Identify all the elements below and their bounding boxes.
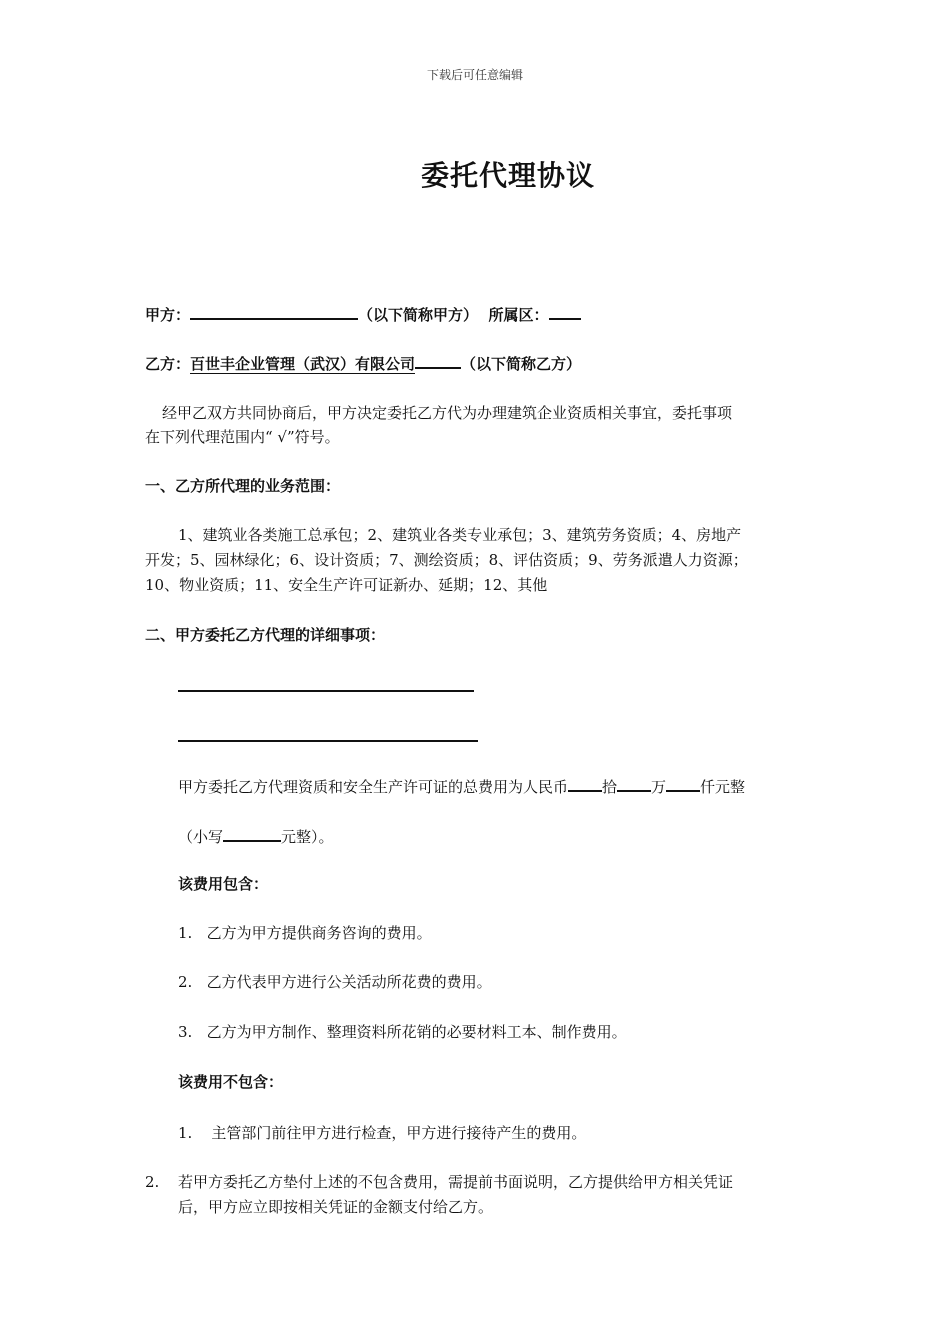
- header-note: 下载后可任意编辑: [426, 68, 523, 82]
- excludes-item-2-line-1: 若甲方委托乙方垫付上述的不包含费用，需提前书面说明，乙方提供给甲方相关凭证: [178, 1173, 734, 1191]
- party-a-line: [145, 302, 581, 325]
- party-b-label: 乙方：: [145, 355, 191, 373]
- detail-blank-line-2: [178, 740, 478, 742]
- fee-blank-1: [568, 774, 602, 792]
- scope-line-2: 开发；5、园林绿化；6、设计资质；7、测绘资质；8、评估资质；9、劳务派遣人力资源；: [145, 551, 748, 569]
- district-label: 所属区：: [488, 306, 549, 324]
- includes-item-2: [178, 972, 492, 992]
- includes-heading: 该费用包含：: [178, 875, 269, 893]
- includes-item-3: [178, 1022, 627, 1042]
- party-a-label: 甲方：: [145, 306, 191, 324]
- party-a-name-blank: [190, 302, 358, 320]
- includes-item-2-text: 乙方代表甲方进行公关活动所花费的费用。: [206, 973, 492, 991]
- fee-line: [178, 774, 745, 797]
- fee-blank-3: [666, 774, 700, 792]
- fee-unit-shi: 拾: [602, 778, 618, 796]
- includes-item-1-text: 乙方为甲方提供商务咨询的费用。: [206, 924, 432, 942]
- includes-item-2-num: 2.: [178, 973, 193, 991]
- party-a-suffix: （以下简称甲方）: [358, 306, 479, 324]
- scope-line-3: 10、物业资质；11、安全生产许可证新办、延期；12、其他: [145, 576, 548, 594]
- intro-line-1: 经甲乙双方共同协商后，甲方决定委托乙方代为办理建筑企业资质相关事宜，委托事项: [162, 404, 733, 422]
- party-b-suffix: （以下简称乙方）: [461, 355, 582, 373]
- fee-small-blank: [223, 824, 281, 842]
- includes-item-1: [178, 923, 432, 943]
- section-2-heading: 二、甲方委托乙方代理的详细事项：: [145, 626, 386, 644]
- party-b-line: [145, 351, 581, 374]
- fee-small-prefix: （小写: [178, 828, 224, 846]
- document-title: 委托代理协议: [420, 159, 595, 192]
- excludes-item-1: [178, 1123, 586, 1143]
- includes-item-1-num: 1.: [178, 924, 193, 942]
- includes-item-3-text: 乙方为甲方制作、整理资料所花销的必要材料工本、制作费用。: [206, 1023, 627, 1041]
- includes-item-3-num: 3.: [178, 1023, 193, 1041]
- fee-blank-2: [617, 774, 651, 792]
- fee-small-line: [178, 824, 334, 847]
- excludes-item-2-num: 2.: [145, 1173, 160, 1191]
- detail-blank-line-1: [178, 690, 474, 692]
- section-1-heading: 一、乙方所代理的业务范围：: [145, 477, 341, 495]
- fee-unit-qian: 仟元整: [700, 778, 746, 796]
- district-blank: [549, 302, 581, 320]
- excludes-item-1-text: 主管部门前往甲方进行检查，甲方进行接待产生的费用。: [211, 1124, 587, 1142]
- scope-line-1: 1、建筑业各类施工总承包；2、建筑业各类专业承包；3、建筑劳务资质；4、房地产: [178, 526, 742, 544]
- excludes-heading: 该费用不包含：: [178, 1073, 284, 1091]
- intro-line-2: 在下列代理范围内“ √”符号。: [145, 428, 340, 446]
- excludes-item-2-line-2: 后，甲方应立即按相关凭证的金额支付给乙方。: [178, 1198, 494, 1216]
- excludes-item-1-num: 1.: [178, 1124, 193, 1142]
- party-b-blank: [415, 351, 461, 369]
- fee-unit-wan: 万: [651, 778, 667, 796]
- fee-small-suffix: 元整）。: [281, 828, 334, 846]
- party-b-company: 百世丰企业管理（武汉）有限公司: [190, 355, 416, 373]
- fee-text: 甲方委托乙方代理资质和安全生产许可证的总费用为人民币: [178, 778, 569, 796]
